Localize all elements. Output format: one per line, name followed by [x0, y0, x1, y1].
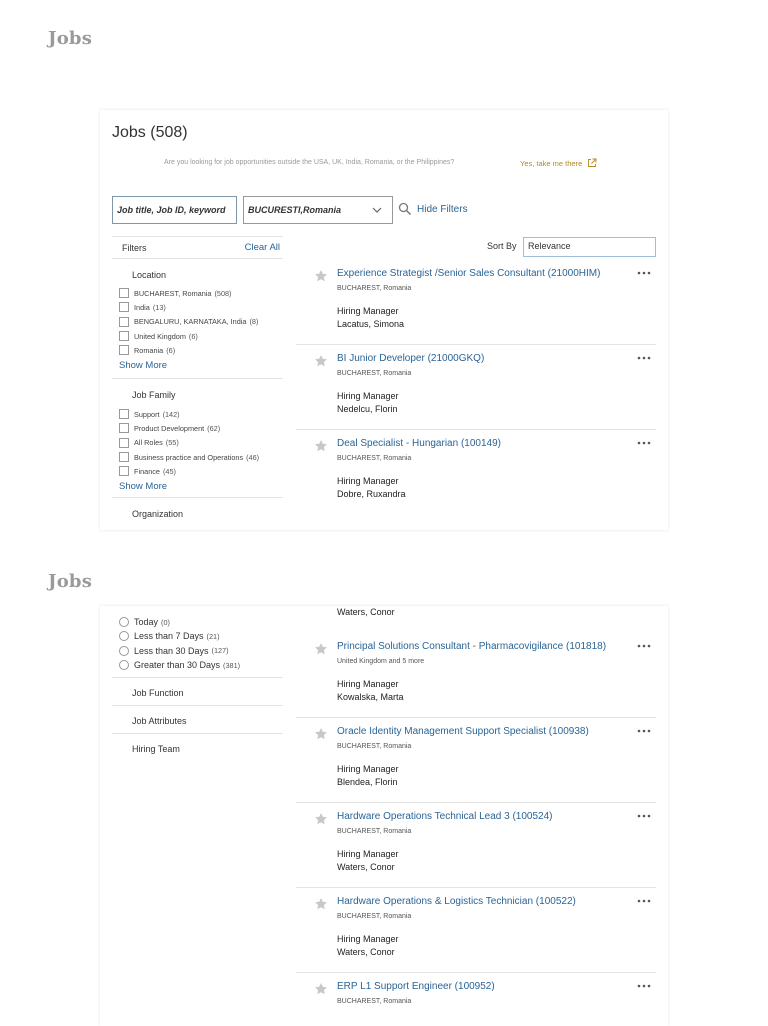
location-select-value[interactable]: BUCURESTI,Romania [248, 205, 342, 215]
jobs-panel-scrolled [100, 606, 668, 1026]
option-label: Romania [134, 345, 164, 355]
hiring-team-filter-title[interactable]: Hiring Team [132, 744, 180, 754]
option-label: India [134, 302, 150, 312]
more-icon[interactable] [636, 436, 652, 450]
location-filter-title[interactable]: Location [132, 270, 167, 280]
job-card [296, 633, 656, 718]
more-icon[interactable] [636, 639, 652, 653]
option-count: (62) [207, 423, 221, 433]
option-count: (0) [161, 617, 170, 627]
job-location: BUCHAREST, Romania [337, 828, 412, 835]
checkbox[interactable] [119, 317, 129, 327]
radio-button[interactable] [119, 617, 129, 627]
job-card [296, 718, 656, 803]
promo-link-label[interactable]: Yes, take me there [520, 158, 583, 168]
checkbox[interactable] [119, 345, 129, 355]
job-attributes-filter [112, 716, 283, 726]
job-family-option[interactable] [112, 450, 283, 464]
posting-date-option[interactable] [112, 615, 283, 629]
hiring-manager-label: Hiring Manager [337, 391, 399, 401]
job-location: BUCHAREST, Romania [337, 743, 412, 750]
job-title-link[interactable]: Experience Strategist /Senior Sales Consultant (21000HIM) [337, 268, 601, 279]
location-option[interactable] [112, 329, 283, 343]
job-card [296, 345, 656, 430]
page-heading: Jobs [48, 28, 93, 49]
checkbox[interactable] [119, 423, 129, 433]
organization-filter [112, 509, 283, 519]
job-location: BUCHAREST, Romania [337, 455, 412, 462]
hiring-manager-name: Kowalska, Marta [337, 692, 404, 702]
option-count: (46) [246, 452, 260, 462]
job-title-link[interactable]: Oracle Identity Management Support Specialist (100938) [337, 726, 589, 737]
job-family-option[interactable] [112, 436, 283, 450]
job-family-option[interactable] [112, 464, 283, 478]
option-count: (8) [249, 317, 259, 327]
checkbox[interactable] [119, 452, 129, 462]
promo-text: Are you looking for job opportunities outside the USA, UK, India, Romania, or the Philippines? [164, 159, 455, 166]
external-link-icon[interactable] [587, 158, 597, 168]
job-card [296, 260, 656, 345]
option-count: (21) [206, 631, 220, 641]
option-count: (55) [165, 438, 179, 448]
hiring-manager-label: Hiring Manager [337, 306, 399, 316]
job-family-show-more-link[interactable]: Show More [119, 481, 168, 493]
star-icon[interactable] [314, 439, 328, 453]
option-count: (142) [162, 409, 180, 419]
checkbox[interactable] [119, 302, 129, 312]
radio-button[interactable] [119, 646, 129, 656]
hiring-manager-label: Hiring Manager [337, 764, 399, 774]
job-card-clipped [296, 606, 656, 633]
divider [112, 677, 283, 678]
hiring-manager-name: Nedelcu, Florin [337, 404, 398, 414]
checkbox[interactable] [119, 331, 129, 341]
option-count: (45) [162, 466, 176, 476]
star-icon[interactable] [314, 727, 328, 741]
job-location: BUCHAREST, Romania [337, 370, 412, 377]
filters-header [112, 236, 283, 258]
job-title-link[interactable]: BI Junior Developer (21000GKQ) [337, 353, 485, 364]
option-count: (13) [152, 302, 166, 312]
location-option[interactable] [112, 343, 283, 357]
job-list [296, 260, 656, 515]
posting-date-option[interactable] [112, 658, 283, 672]
job-family-option[interactable] [112, 407, 283, 421]
option-label: Today [134, 617, 159, 628]
more-icon[interactable] [636, 894, 652, 908]
location-option[interactable] [112, 286, 283, 300]
hiring-manager-name: Waters, Conor [337, 862, 395, 872]
radio-button[interactable] [119, 631, 129, 641]
jobs-panel [100, 110, 668, 530]
option-label: Business practice and Operations [134, 452, 244, 462]
more-icon[interactable] [636, 724, 652, 738]
checkbox[interactable] [119, 409, 129, 419]
divider [112, 258, 283, 259]
search-icon[interactable] [398, 202, 412, 216]
hiring-manager-label: Hiring Manager [337, 476, 399, 486]
sort-by-select[interactable]: Relevance [523, 237, 656, 257]
option-count: (508) [214, 288, 232, 298]
job-title-link[interactable]: ERP L1 Support Engineer (100952) [337, 981, 495, 992]
job-family-filter [112, 390, 283, 492]
page-heading: Jobs [48, 571, 93, 592]
option-label: Less than 7 Days [134, 631, 204, 642]
job-attributes-filter-title[interactable]: Job Attributes [132, 716, 187, 726]
option-count: (381) [223, 660, 241, 670]
divider [112, 705, 283, 706]
location-filter [112, 270, 283, 371]
location-select[interactable] [243, 196, 393, 224]
checkbox[interactable] [119, 288, 129, 298]
job-card [296, 888, 656, 973]
promo-link[interactable] [520, 158, 597, 168]
hiring-manager-name: Waters, Conor [337, 607, 395, 617]
hiring-manager-label: Hiring Manager [337, 849, 399, 859]
divider [112, 733, 283, 734]
option-count: (6) [166, 345, 176, 355]
job-card [296, 973, 656, 1026]
star-icon[interactable] [314, 269, 328, 283]
job-family-option[interactable] [112, 421, 283, 435]
option-label: Greater than 30 Days [134, 660, 221, 671]
hiring-manager-name: Lacatus, Simona [337, 319, 405, 329]
location-option[interactable] [112, 300, 283, 314]
option-label: All Roles [134, 438, 163, 448]
checkbox[interactable] [119, 466, 129, 476]
divider [112, 497, 283, 498]
hiring-manager-name: Waters, Conor [337, 947, 395, 957]
keyword-search-input[interactable] [112, 196, 237, 224]
posting-date-filter [112, 615, 283, 672]
option-label: BENGALURU, KARNATAKA, India [134, 317, 247, 327]
option-count: (127) [211, 646, 229, 656]
jobs-count-title: Jobs (508) [112, 124, 188, 141]
more-icon[interactable] [636, 351, 652, 365]
more-icon[interactable] [636, 809, 652, 823]
job-function-filter-title[interactable]: Job Function [132, 688, 184, 698]
job-title-link[interactable]: Hardware Operations & Logistics Technician (100522) [337, 896, 576, 907]
job-location: BUCHAREST, Romania [337, 998, 412, 1005]
more-icon[interactable] [636, 266, 652, 280]
job-card [296, 430, 656, 515]
star-icon[interactable] [314, 354, 328, 368]
sort-by-label: Sort By [487, 241, 517, 251]
option-label: Product Development [134, 423, 205, 433]
option-label: United Kingdom [134, 331, 186, 341]
job-location: BUCHAREST, Romania [337, 913, 412, 920]
location-option[interactable] [112, 315, 283, 329]
posting-date-option[interactable] [112, 644, 283, 658]
hiring-manager-name: Blendea, Florin [337, 777, 398, 787]
clear-all-link[interactable]: Clear All [244, 242, 280, 253]
posting-date-option[interactable] [112, 629, 283, 643]
checkbox[interactable] [119, 438, 129, 448]
filters-title: Filters [122, 243, 147, 253]
job-location: BUCHAREST, Romania [337, 285, 412, 292]
organization-filter-title[interactable]: Organization [132, 509, 184, 519]
job-family-filter-title[interactable]: Job Family [132, 390, 176, 400]
job-card [296, 803, 656, 888]
star-icon[interactable] [314, 982, 328, 996]
star-icon[interactable] [314, 642, 328, 656]
chevron-down-icon[interactable] [372, 206, 382, 214]
hide-filters-link[interactable]: Hide Filters [417, 204, 468, 215]
more-icon[interactable] [636, 979, 652, 993]
divider [112, 378, 283, 379]
job-location: United Kingdom and 5 more [337, 658, 425, 665]
job-title-link[interactable]: Hardware Operations Technical Lead 3 (100524) [337, 811, 553, 822]
job-title-link[interactable]: Principal Solutions Consultant - Pharmacovigilance (101818) [337, 641, 607, 652]
hiring-manager-label: Hiring Manager [337, 934, 399, 944]
job-title-link[interactable]: Deal Specialist - Hungarian (100149) [337, 438, 501, 449]
star-icon[interactable] [314, 897, 328, 911]
radio-button[interactable] [119, 660, 129, 670]
hiring-manager-label: Hiring Manager [337, 679, 399, 689]
option-label: Less than 30 Days [134, 645, 209, 656]
hiring-manager-name: Dobre, Ruxandra [337, 489, 406, 499]
option-label: BUCHAREST, Romania [134, 288, 212, 298]
job-function-filter [112, 688, 283, 698]
option-label: Finance [134, 466, 160, 476]
location-show-more-link[interactable]: Show More [119, 360, 168, 372]
star-icon[interactable] [314, 812, 328, 826]
hiring-team-filter [112, 744, 283, 754]
option-count: (6) [188, 331, 198, 341]
option-label: Support [134, 409, 160, 419]
job-list [296, 606, 656, 1026]
